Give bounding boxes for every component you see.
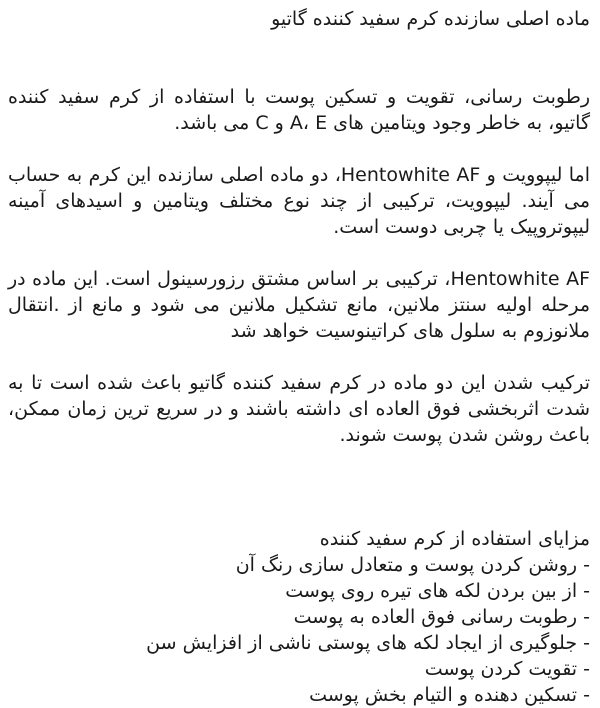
benefits-title: مزایای استفاده از کرم سفید کننده: [319, 528, 590, 550]
list-item: - روشن کردن پوست و متعادل سازی رنگ آن: [235, 554, 590, 576]
document-title: ماده اصلی سازنده کرم سفید کننده گاتیو: [271, 8, 590, 30]
paragraph: اما لیپوویت و Hentowhite AF، دو ماده اصلی سازنده این کرم به حساب می آیند. لیپوویت، ترکیبی از چند نوع مختلف ویتامین و اسیدهای آمینه لیپوتروپیک یا چربی دوست است.: [8, 164, 590, 238]
benefits-list: [8, 552, 590, 708]
list-item: - جلوگیری از ایجاد لکه های پوستی ناشی از افزایش سن: [146, 632, 590, 654]
list-item: - رطوبت رسانی فوق العاده به پوست: [293, 606, 590, 628]
paragraph: Hentowhite AF، ترکیبی بر اساس مشتق رزورسینول است. این ماده در مرحله اولیه سنتز ملانین، مانع تشکیل ملانین می شود و مانع از .انتقال ملانوزوم به سلول های کراتینوسیت خواهد شد: [8, 268, 590, 342]
list-item: - تسکین دهنده و التیام بخش پوست: [309, 684, 590, 706]
paragraph: رطوبت رسانی، تقویت و تسکین پوست با استفاده از کرم سفید کننده گاتیو، به خاطر وجود ویتامین های A، E و C می باشد.: [8, 86, 590, 134]
intro-text: [8, 58, 590, 474]
paragraph: ترکیب شدن این دو ماده در کرم سفید کننده گاتیو باعث شده است تا به شدت اثربخشی فوق العاده ای داشته باشند و در سریع ترین زمان ممکن، باعث روشن شدن پوست شوند.: [8, 372, 590, 446]
document: [0, 6, 600, 706]
list-item: - تقویت کردن پوست: [424, 658, 590, 680]
list-item: - از بین بردن لکه های تیره روی پوست: [285, 580, 590, 602]
